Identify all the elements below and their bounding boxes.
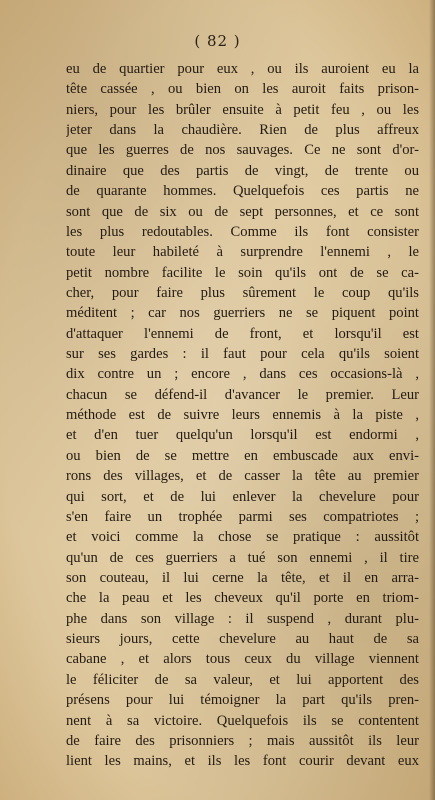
text-line: eu de quartier pour eux , ou ils auroient eu la	[66, 61, 419, 77]
text-line: nent à sa victoire. Quelquefois ils se contentent	[66, 712, 419, 729]
text-line: ou bien de se mettre en embuscade aux envi-	[66, 447, 419, 464]
text-line: les plus redoutables. Comme ils font consister	[66, 223, 419, 240]
text-line: sont que de six ou de sept personnes, et ce sont	[66, 203, 419, 220]
text-line: de quarante hommes. Quelquefois ces partis ne	[66, 183, 419, 200]
text-line: phe dans son village : il suspend , durant plu-	[66, 610, 419, 627]
text-line: le féliciter de sa valeur, et lui apportent des	[66, 671, 419, 688]
text-line: petit nombre facilite le soin qu'ils ont de se ca-	[66, 264, 419, 281]
text-line: dix contre un ; encore , dans ces occasions-là ,	[66, 366, 419, 383]
text-line: tête cassée , ou bien on les auroit faits prison-	[66, 81, 419, 98]
text-line: cabane , et alors tous ceux du village viennent	[66, 651, 419, 668]
text-line: sur ses gardes : il faut pour cela qu'ils soient	[66, 346, 419, 363]
text-line: rons des villages, et de casser la tête au premier	[66, 468, 419, 485]
page-edge-shadow	[429, 0, 435, 800]
text-line: lient les mains, et ils les font courir devant eux	[66, 753, 419, 770]
text-line: chacun se défend-il d'avancer le premier. Leur	[66, 386, 419, 403]
text-line: toute leur habileté à surprendre l'ennemi , le	[66, 244, 419, 261]
text-line: de faire des prisonniers ; mais aussitôt ils leur	[66, 732, 419, 749]
text-line: s'en faire un trophée parmi ses compatriotes ;	[66, 508, 419, 525]
page-number: ( 82 )	[194, 32, 241, 50]
text-line: sieurs jours, cette chevelure au haut de sa	[66, 631, 419, 648]
text-line: et voici comme la chose se pratique : aussitôt	[66, 529, 419, 546]
text-line: cher, pour faire plus sûrement le coup qu'ils	[66, 284, 419, 301]
text-line: niers, pour les brûler ensuite à petit feu , ou les	[66, 101, 419, 118]
text-line: d'attaquer l'ennemi de front, et lorsqu'il est	[66, 325, 419, 342]
text-line: qui sort, et de lui enlever la chevelure pour	[66, 488, 419, 505]
text-line: et d'en tuer quelqu'un lorsqu'il est endormi ,	[66, 427, 419, 444]
body-text	[66, 59, 419, 791]
text-line: méthode est de suivre leurs ennemis à la piste ,	[66, 407, 419, 424]
text-line: son couteau, il lui cerne la tête, et il en arra-	[66, 569, 419, 586]
text-line: méditent ; car nos guerriers ne se piquent point	[66, 305, 419, 322]
text-line: présens pour lui témoigner la part qu'ils pren-	[66, 692, 419, 709]
text-line: qu'un de ces guerriers a tué son ennemi , il tire	[66, 549, 419, 566]
text-line: dinaire que des partis de vingt, de trente ou	[66, 162, 419, 179]
text-line: jeter dans la chaudière. Rien de plus affreux	[66, 122, 419, 139]
text-line: che la peau et les cheveux qu'il porte en triom-	[66, 590, 419, 607]
text-line: que les guerres de nos sauvages. Ce ne sont d'or-	[66, 142, 419, 159]
